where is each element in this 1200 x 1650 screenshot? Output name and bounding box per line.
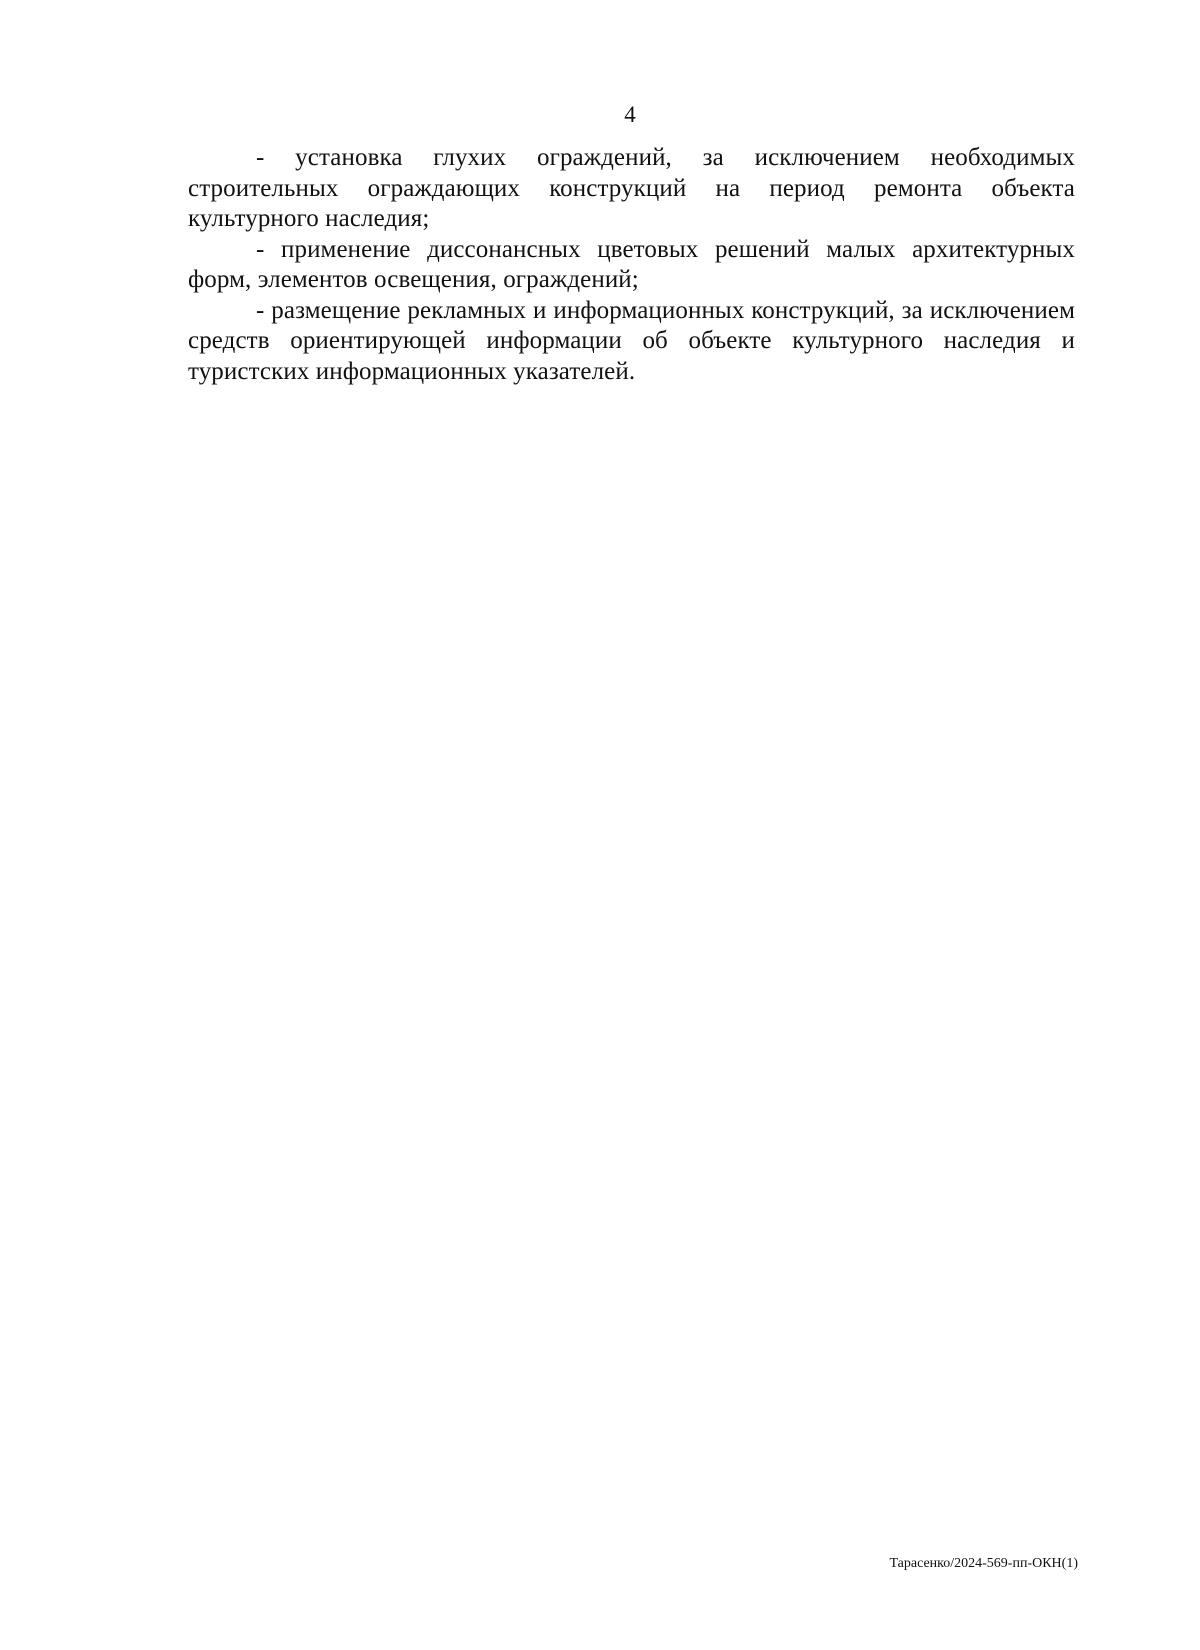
- list-item-advertising: - размещение рекламных и информационных конструкций, за исключением средств ориентирующей информации об объекте культурного наследия и туристских информационных указателей.: [188, 296, 1075, 385]
- document-body: [188, 143, 1075, 387]
- page-number: 4: [624, 102, 636, 127]
- list-item-solid-fences: - установка глухих ограждений, за исключением необходимых строительных ограждающих конструкций на период ремонта объекта культурного наследия;: [188, 144, 1075, 232]
- document-footer-code: Тарасенко/2024-569-пп-ОКН(1): [889, 1556, 1078, 1571]
- list-item-dissonant-colors: - применение диссонансных цветовых решений малых архитектурных форм, элементов освещения, ограждений;: [188, 235, 1075, 293]
